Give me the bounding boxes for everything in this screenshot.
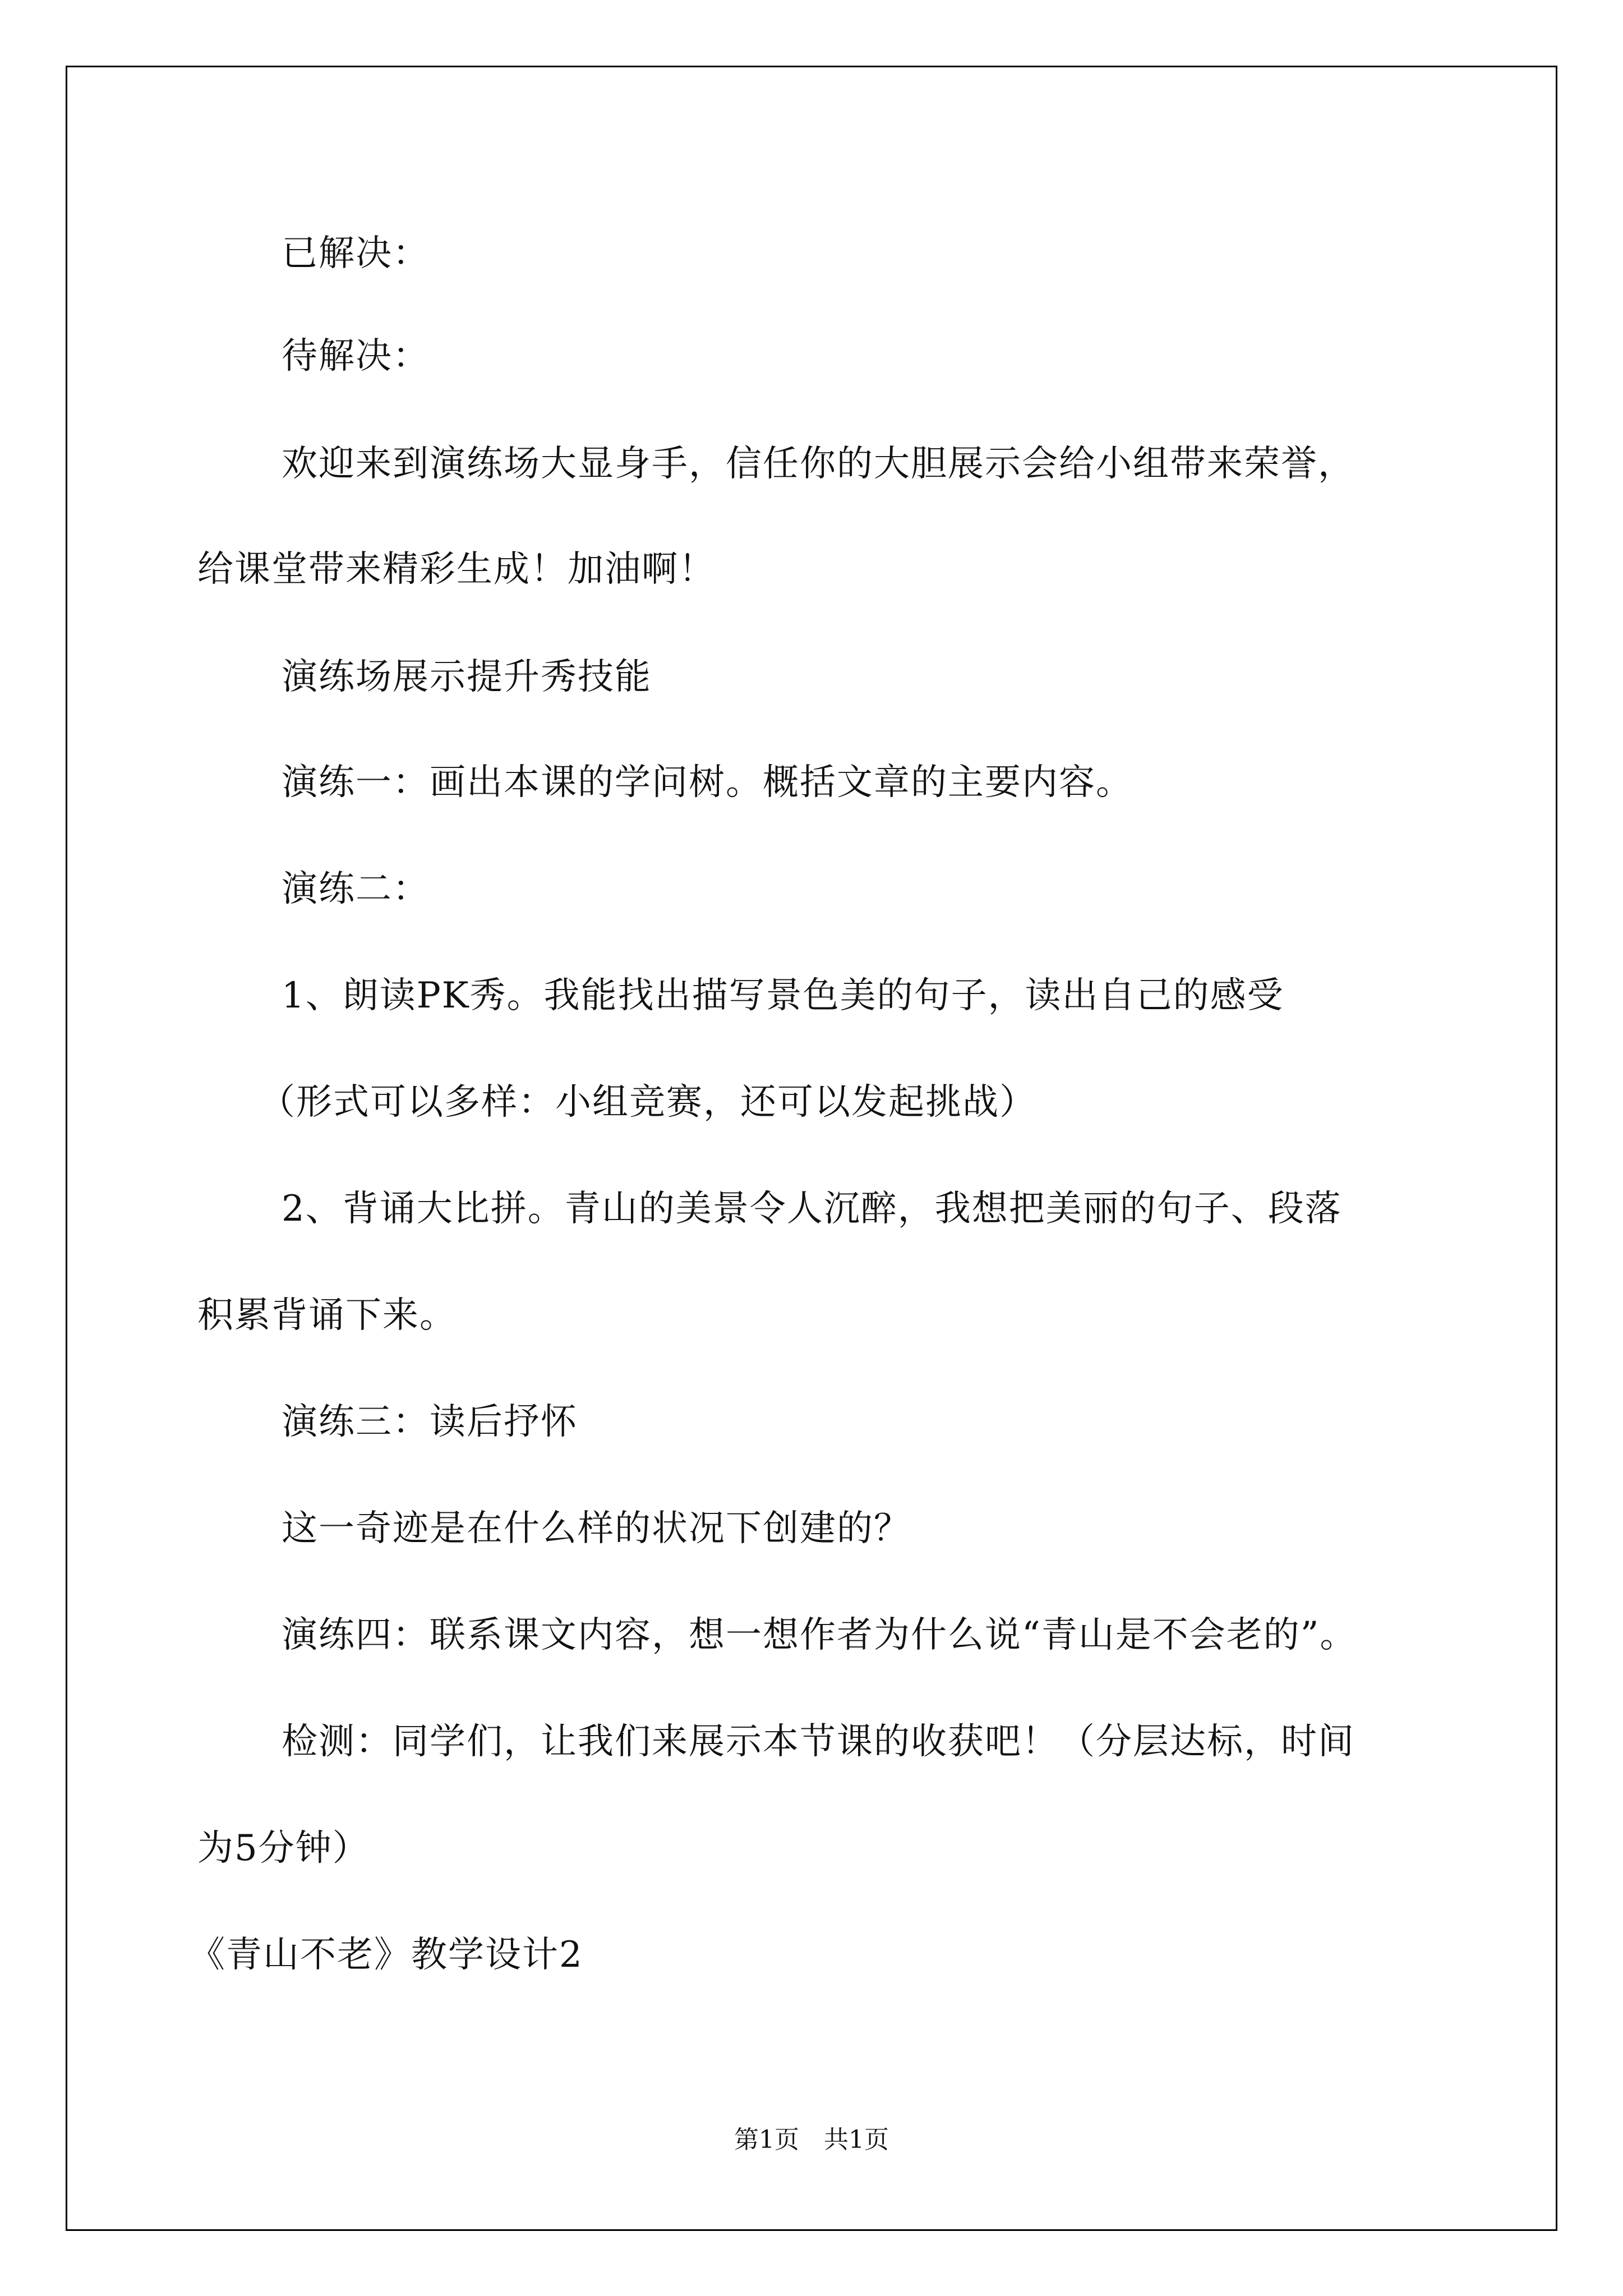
paragraph-recitation: 2、背诵大比拼。青山的美景令人沉醉，我想把美丽的句子、段落 <box>282 1188 1342 1230</box>
paragraph-welcome-continued: 给课堂带来精彩生成！加油啊！ <box>197 549 716 590</box>
paragraph-question: 这一奇迹是在什么样的状况下创建的？ <box>282 1508 911 1549</box>
paragraph-exercise-four: 演练四：联系课文内容，想一想作者为什么说“青山是不会老的”。 <box>282 1614 1357 1656</box>
paragraph-assessment: 检测：同学们，让我们来展示本节课的收获吧！（分层达标，时间 <box>282 1721 1355 1763</box>
page-footer: 第1页 共1页 <box>734 2125 889 2154</box>
paragraph-exercise-three: 演练三：读后抒怀 <box>282 1401 578 1443</box>
paragraph-recitation-continued: 积累背诵下来。 <box>197 1295 457 1336</box>
paragraph-pending: 待解决： <box>282 335 430 377</box>
paragraph-reading-pk: 1、朗读PK秀。我能找出描写景色美的句子，读出自己的感受 <box>282 975 1284 1016</box>
paragraph-reading-pk-note: （形式可以多样：小组竞赛，还可以发起挑战） <box>259 1082 1036 1123</box>
paragraph-exercise-one: 演练一：画出本课的学问树。概括文章的主要内容。 <box>282 762 1133 803</box>
paragraph-welcome: 欢迎来到演练场大显身手，信任你的大胆展示会给小组带来荣誉， <box>282 443 1355 485</box>
paragraph-resolved: 已解决： <box>282 233 430 274</box>
page-border <box>66 66 1557 2231</box>
paragraph-assessment-continued: 为5分钟） <box>197 1828 370 1869</box>
paragraph-exercise-two: 演练二： <box>282 868 430 910</box>
paragraph-section-heading: 演练场展示提升秀技能 <box>282 656 652 698</box>
paragraph-next-title: 《青山不老》教学设计2 <box>189 1934 583 1976</box>
